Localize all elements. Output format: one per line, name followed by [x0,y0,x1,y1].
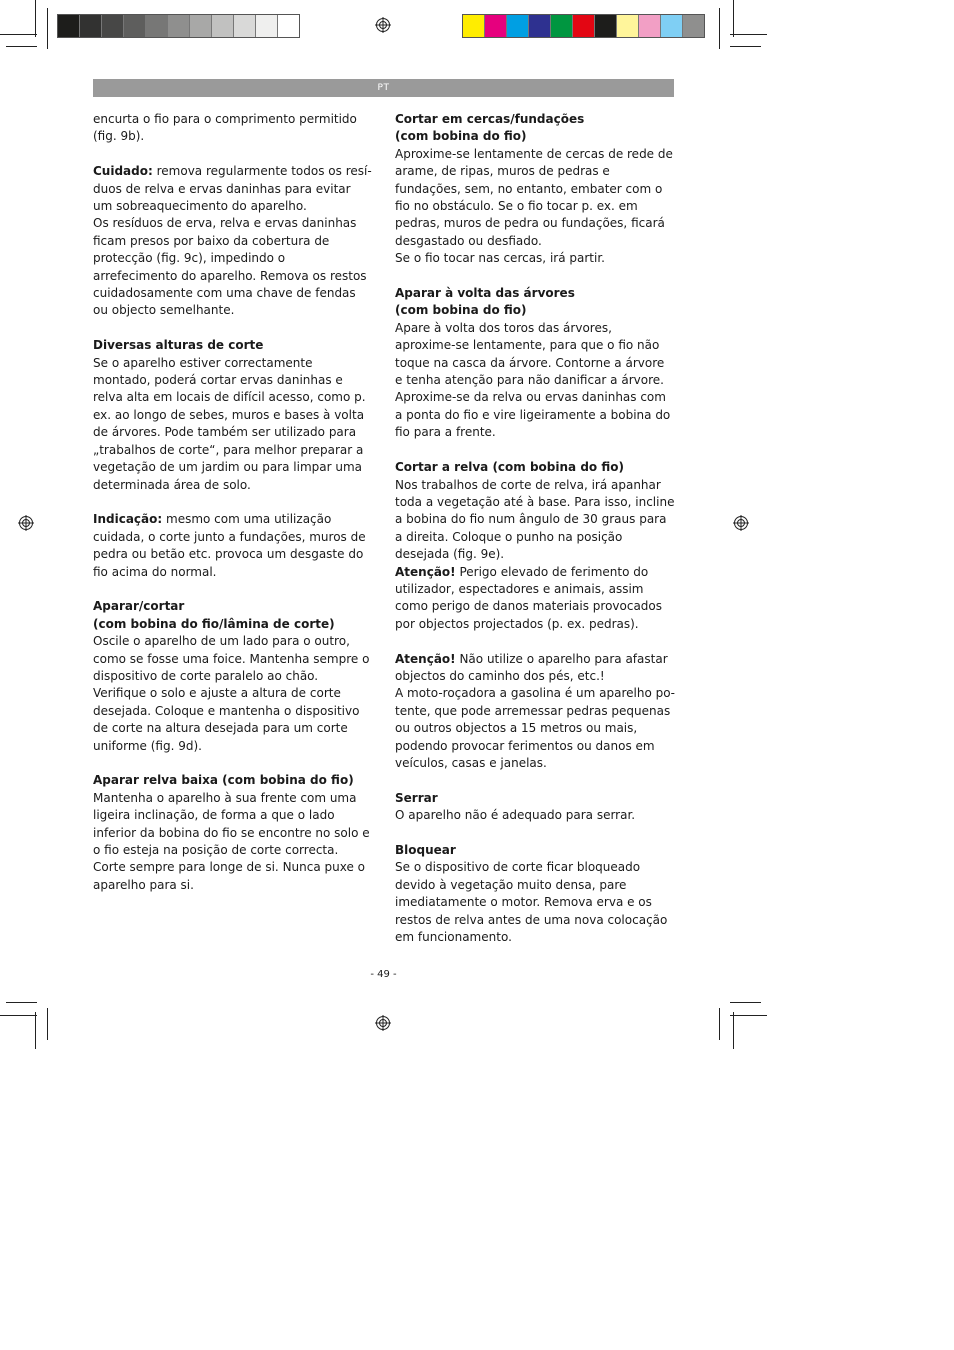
paragraph: Aproxime-se lentamente de cercas de rede de arame, de ripas, muros de pedras e fundações, sem, no entanto, embater com o fio no obstáculo. Se o fio tocar p. ex. em pedras, muros de pedra ou fundações, ficará desgastado ou desfiado. [395,146,673,248]
note-text: mesmo com uma utilização cuidada, o corte junto a fundações, muros de pedra ou betão etc. provoca um desgaste do fio acima do normal. [93,512,366,579]
paragraph: Se o aparelho estiver correctamente montado, poderá cortar ervas daninhas e relva alta em locais de difícil acesso, como p. ex. ao longo de sebes, muros e bases à volta de árvores. Pode também ser utilizado para „trabalhos de corte“, para melhor preparar a vegetação de um jardim ou para limpar uma determinada área de solo. [93,355,366,492]
color-swatch [278,15,299,37]
color-swatch [190,15,212,37]
section-subheading: (com bobina do fio) [395,129,527,144]
paragraph: Nos trabalhos de corte de relva, irá apanhar toda a vegetação até à base. Para isso, incline a bobina do fio num ângulo de 30 graus para a direita. Coloque o punho na posição desejada (fig. 9e). [395,477,675,562]
paragraph: Apare à volta dos toros das árvores, aproxime-se lentamente, para que o fio não toque na casca da árvore. Contorne a árvore e tenha atenção para não danificar a árvore. Aproxime-se da relva ou ervas daninhas com a ponta do fio e vire ligeiramente a bobina do fio para a frente. [395,320,671,440]
crop-mark [730,1015,767,1016]
color-swatch [507,15,529,37]
section-heading: Aparar relva baixa (com bobina do fio) [93,773,354,788]
section-heading: Cortar em cercas/fundações [395,112,585,126]
color-swatch [551,15,573,37]
color-swatch [256,15,278,37]
paragraph: Mantenha o aparelho à sua frente com uma ligeira inclinação, de forma a que o lado inferior da bobina do fio se encontre no solo e o fio esteja na posição de corte correcta. Corte sempre para longe de si. Nunca puxe o aparelho para si. [93,790,370,892]
crop-mark [0,34,37,35]
paragraph [395,564,675,634]
crop-mark [35,1012,36,1049]
language-header: PT [93,79,674,97]
section-subheading: (com bobina do fio) [395,303,527,318]
crop-mark [719,8,720,49]
section-heading: Cortar a relva (com bobina do fio) [395,460,624,475]
caution-label: Cuidado: [93,164,153,179]
crop-mark [0,1015,37,1016]
section-heading: Serrar [395,790,438,805]
paragraph: O aparelho não é adequado para serrar. [395,808,636,823]
right-column [395,111,675,946]
paragraph [395,651,675,686]
color-swatch [234,15,256,37]
left-column [93,111,372,894]
color-swatch [683,15,704,37]
crop-mark [730,1002,761,1003]
color-swatch [529,15,551,37]
section-heading: Bloquear [395,842,456,857]
section-heading: Diversas alturas de corte [93,338,264,353]
color-swatch [102,15,124,37]
crop-mark [6,46,37,47]
crop-mark [733,0,734,37]
color-swatch [463,15,485,37]
warning-text: Não utilize o aparelho para afastar objectos do caminho dos pés, etc.! [395,651,668,683]
color-swatch [80,15,102,37]
color-swatch [146,15,168,37]
crop-mark [35,0,36,37]
color-swatch [617,15,639,37]
paragraph: Se o dispositivo de corte ficar bloqueado devido à vegetação muito densa, pare imediatamente o motor. Remova erva e os restos de relva antes de uma nova colocação em funcionamento. [395,860,668,945]
warning-label: Atenção! [395,651,456,666]
paragraph: Verifique o solo e ajuste a altura de corte desejada. Coloque e mantenha o dispositivo de corte na altura desejada para um corte uniforme (fig. 9d). [93,686,360,753]
warning-text: Perigo elevado de ferimento do utilizador, espectadores e animais, assim como perigo de danos materiais provocados por objectos projectados (p. ex. pedras). [395,564,663,631]
section-heading: Aparar/cortar [93,599,185,614]
crop-mark [47,8,48,49]
color-swatch [639,15,661,37]
color-swatch [485,15,507,37]
crop-mark [733,1012,734,1049]
crop-mark [730,46,761,47]
crop-mark [730,34,767,35]
section-subheading: (com bobina do fio/lâmina de corte) [93,616,335,631]
registration-mark-icon [733,515,749,531]
process-color-bar [462,14,705,38]
registration-mark-icon [375,1015,391,1031]
color-swatch [168,15,190,37]
paragraph: A moto-roçadora a gasolina é um aparelho potente, que pode arremessar pedras pequenas ou outros objectos a 15 metros ou mais, podendo provocar ferimentos ou danos em veículos, casas e janelas. [395,686,675,770]
section-heading: Aparar à volta das árvores [395,286,575,301]
color-swatch [124,15,146,37]
color-swatch [573,15,595,37]
paragraph: encurta o fio para o comprimento permitido (fig. 9b). [93,112,357,144]
warning-label: Atenção! [395,564,456,579]
page-number: - 49 - [370,969,397,980]
grayscale-color-bar [57,14,300,38]
paragraph [93,511,372,581]
crop-mark [47,1008,48,1040]
color-swatch [58,15,80,37]
registration-mark-icon [375,17,391,33]
caution-text: remova regularmente todos os resíduos de relva e ervas daninhas para evitar um sobreaquecimento do aparelho. [93,164,372,214]
registration-mark-icon [18,515,34,531]
crop-mark [6,1002,37,1003]
note-label: Indicação: [93,512,163,527]
paragraph: Os resíduos de erva, relva e ervas daninhas ficam presos por baixo da cobertura de protecção (fig. 9c), impedindo o arrefecimento do aparelho. Remova os restos cuidadosamente com uma chave de fendas ou objecto semelhante. [93,216,367,318]
paragraph: Se o fio tocar nas cercas, irá partir. [395,251,605,266]
crop-mark [719,1008,720,1040]
paragraph: Oscile o aparelho de um lado para o outro, como se fosse uma foice. Mantenha sempre o dispositivo de corte paralelo ao chão. [93,634,370,683]
paragraph [93,163,372,215]
color-swatch [595,15,617,37]
color-swatch [212,15,234,37]
color-swatch [661,15,683,37]
